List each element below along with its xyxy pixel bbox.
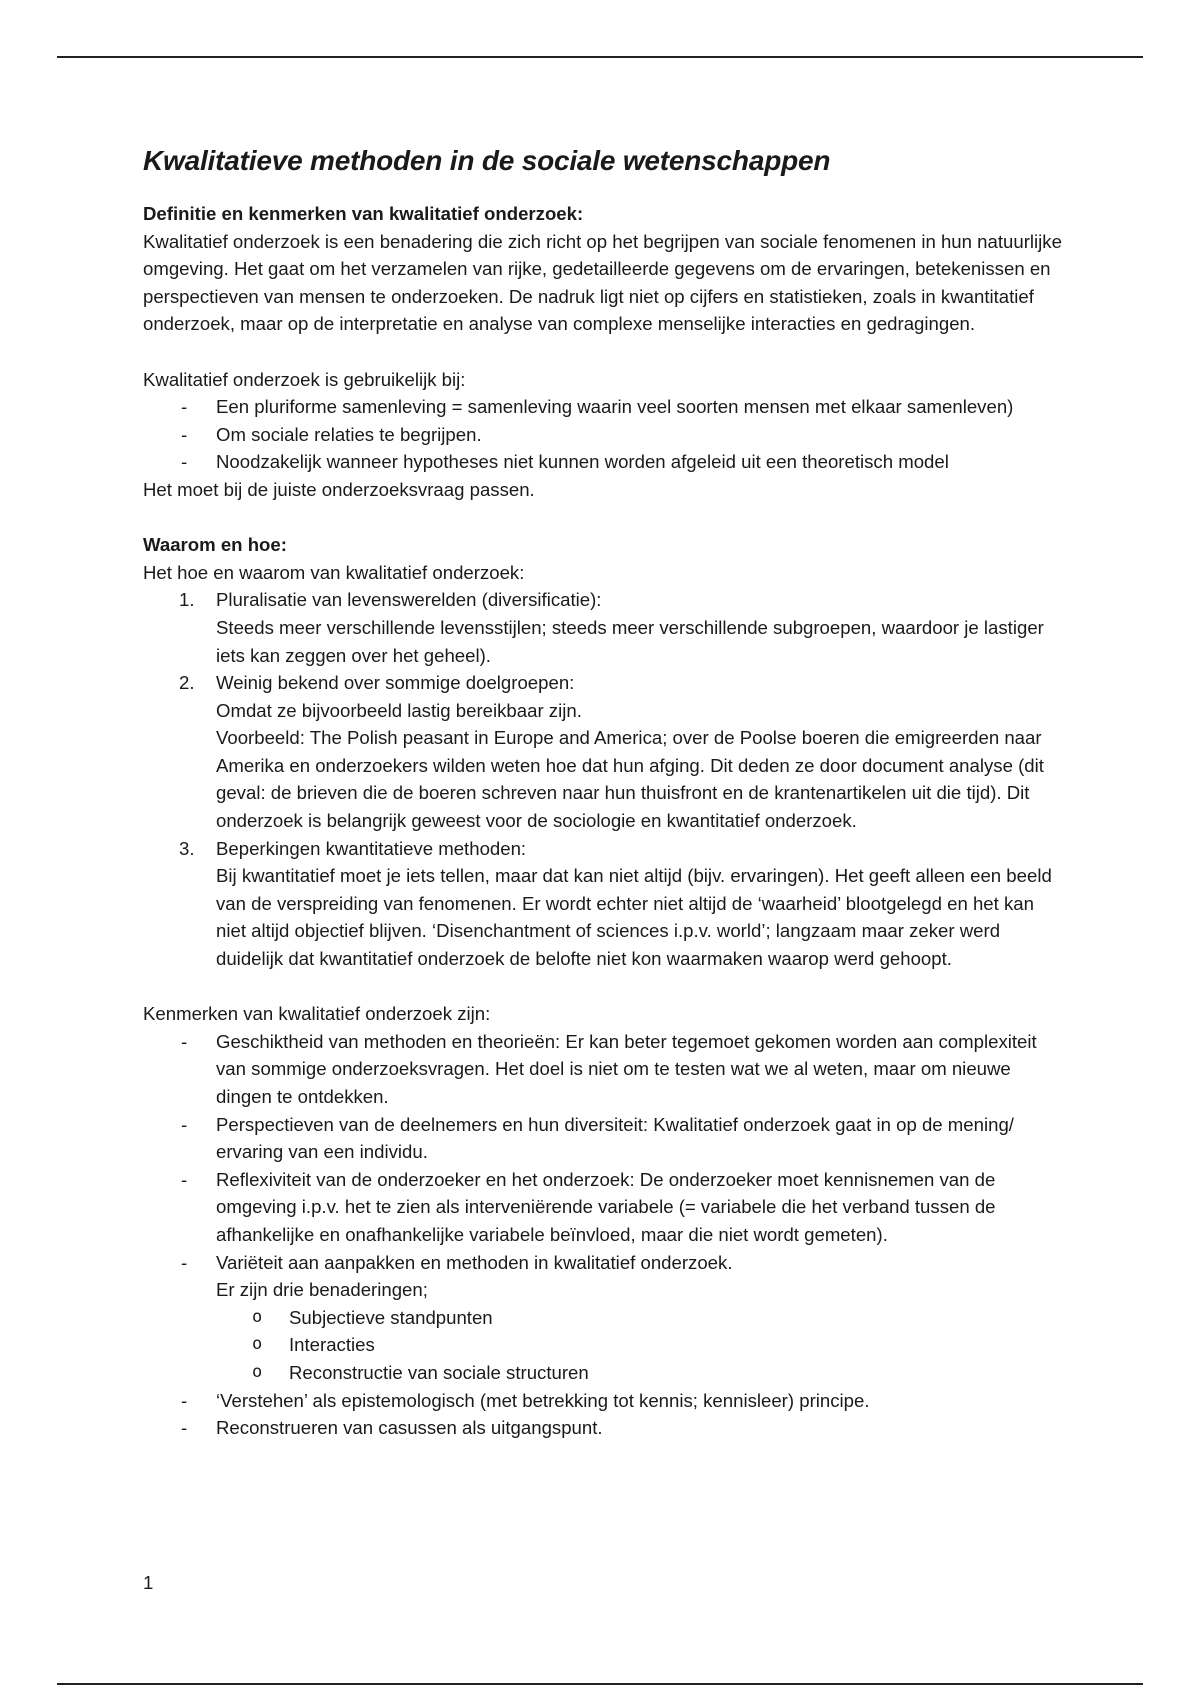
dash-marker: - — [181, 1251, 188, 1273]
list-item-text: Een pluriforme samenleving = samenleving waarin veel soorten mensen met elkaar samenleven) — [216, 396, 1014, 418]
list-item-text: Om sociale relaties te begrijpen. — [216, 423, 482, 445]
usage-list — [143, 393, 1063, 476]
circle-marker: o — [252, 1334, 263, 1355]
dash-marker: - — [181, 1113, 188, 1135]
definition-paragraph: Kwalitatief onderzoek is een benadering die zich richt op het begrijpen van sociale fenomenen in hun natuurlijke omgeving. Het gaat om het verzamelen van rijke, gedetailleerde gegevens om de ervaringen, betekenissen en perspectieven van mensen te onderzoeken. De nadruk ligt niet op cijfers en statistieken, zoals in kwantitatief onderzoek, maar op de interpretatie en analyse van complexe menselijke interacties en gedragingen. — [143, 230, 1062, 335]
list-item-text: Bij kwantitatief moet je iets tellen, maar dat kan niet altijd (bijv. ervaringen). Het geeft alleen een beeld van de verspreiding van fenomenen. Er wordt echter niet altijd de ‘waarheid’ blootgelegd en het kan niet altijd objectief blijven. ‘Disenchantment of sciences i.p.v. world’; langzaam maar zeker werd duidelijk dat kwantitatief onderzoek de belofte niet kon waarmaken waarop werd gehoopt. — [216, 865, 1052, 970]
dash-marker: - — [181, 1030, 188, 1052]
list-item — [143, 393, 1063, 421]
number-marker: 2. — [179, 672, 195, 694]
list-item — [143, 1387, 1063, 1415]
circle-marker: o — [252, 1306, 263, 1327]
sub-list-item — [216, 1304, 1063, 1332]
usage-closing: Het moet bij de juiste onderzoeksvraag passen. — [143, 478, 535, 500]
list-item — [143, 1028, 1063, 1111]
dash-marker: - — [181, 451, 188, 473]
header-rule — [57, 56, 1143, 58]
page-number: 1 — [143, 1572, 154, 1593]
dash-marker: - — [181, 396, 188, 418]
approaches-sublist — [216, 1304, 1063, 1387]
sub-list-item-text: Interacties — [289, 1334, 375, 1356]
list-item-text: Reconstrueren van casussen als uitgangspunt. — [216, 1417, 603, 1439]
number-marker: 3. — [179, 837, 195, 859]
list-item-text: Variëteit aan aanpakken en methoden in kwalitatief onderzoek. — [216, 1251, 733, 1273]
number-marker: 1. — [179, 589, 195, 611]
list-item-text: Noodzakelijk wanneer hypotheses niet kunnen worden afgeleid uit een theoretisch model — [216, 451, 949, 473]
document-title: Kwalitatieve methoden in de sociale wetenschappen — [143, 145, 831, 176]
list-item-title: Beperkingen kwantitatieve methoden: — [216, 837, 527, 859]
list-item — [143, 421, 1063, 449]
footer-rule — [57, 1683, 1143, 1685]
list-item — [143, 1111, 1063, 1166]
why-how-list — [143, 586, 1063, 972]
list-item — [143, 1166, 1063, 1249]
list-item — [143, 669, 1063, 835]
section-heading-definition: Definitie en kenmerken van kwalitatief onderzoek: — [143, 203, 584, 224]
circle-marker: o — [252, 1361, 263, 1382]
list-item-title: Pluralisatie van levenswerelden (diversificatie): — [216, 589, 602, 611]
section-heading-why-how: Waarom en hoe: — [143, 534, 287, 556]
sub-list-item — [216, 1331, 1063, 1359]
list-item-title: Weinig bekend over sommige doelgroepen: — [216, 672, 575, 694]
list-item-note: Er zijn drie benaderingen; — [216, 1279, 428, 1301]
list-item-text: Omdat ze bijvoorbeeld lastig bereikbaar zijn. — [216, 699, 582, 721]
list-item-text: ‘Verstehen’ als epistemologisch (met betrekking tot kennis; kennisleer) principe. — [216, 1389, 870, 1411]
dash-marker: - — [181, 1389, 188, 1411]
usage-intro: Kwalitatief onderzoek is gebruikelijk bij: — [143, 368, 466, 390]
list-item — [143, 1414, 1063, 1442]
document-page — [143, 143, 1063, 1442]
list-item-text: Perspectieven van de deelnemers en hun diversiteit: Kwalitatief onderzoek gaat in op de mening/ ervaring van een individu. — [216, 1113, 1014, 1163]
list-item — [143, 835, 1063, 973]
list-item-text: Steeds meer verschillende levensstijlen; steeds meer verschillende subgroepen, waardoor je lastiger iets kan zeggen over het geheel). — [216, 616, 1044, 666]
dash-marker: - — [181, 1168, 188, 1190]
characteristics-intro: Kenmerken van kwalitatief onderzoek zijn: — [143, 1003, 491, 1025]
list-item-example: Voorbeeld: The Polish peasant in Europe and America; over de Poolse boeren die emigreerden naar Amerika en onderzoekers wilden weten hoe dat hun afging. Dit deden ze door document analyse (dit geval: de brieven die de boeren schreven naar hun thuisfront en de krantenartikelen uit die tijd). Dit onderzoek is belangrijk geweest voor de sociologie en kwantitatief onderzoek. — [216, 727, 1044, 832]
list-item — [143, 586, 1063, 669]
list-item-text: Geschiktheid van methoden en theorieën: Er kan beter tegemoet gekomen worden aan complexiteit van sommige onderzoeksvragen. Het doel is niet om te testen wat we al weten, maar om nieuwe dingen te ontdekken. — [216, 1030, 1037, 1107]
list-item — [143, 1249, 1063, 1387]
list-item-text: Reflexiviteit van de onderzoeker en het onderzoek: De onderzoeker moet kennisnemen van de omgeving i.p.v. het te zien als interveniërende variabele (= variabele die het verband tussen de afhankelijke en onafhankelijke variabele beïnvloed, maar die niet wordt gemeten). — [216, 1168, 996, 1245]
why-how-intro: Het hoe en waarom van kwalitatief onderzoek: — [143, 561, 525, 583]
list-item — [143, 448, 1063, 476]
dash-marker: - — [181, 1417, 188, 1439]
sub-list-item-text: Reconstructie van sociale structuren — [289, 1361, 589, 1383]
sub-list-item — [216, 1359, 1063, 1387]
characteristics-list — [143, 1028, 1063, 1442]
dash-marker: - — [181, 423, 188, 445]
sub-list-item-text: Subjectieve standpunten — [289, 1306, 493, 1328]
